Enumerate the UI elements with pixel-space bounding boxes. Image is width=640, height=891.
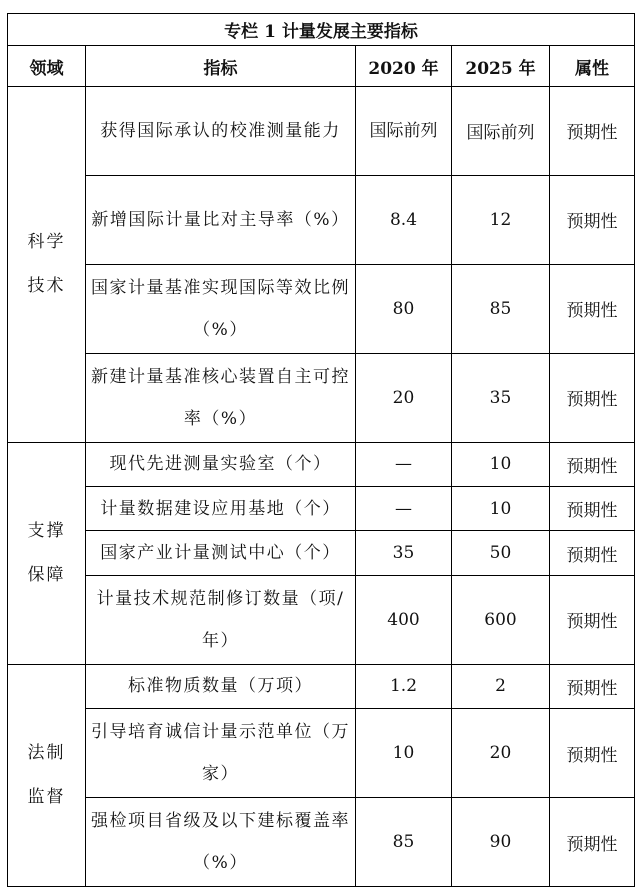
- attribute-cell: 预期性: [550, 575, 635, 664]
- indicator-cell: 计量技术规范制修订数量（项/年）: [86, 575, 356, 664]
- value-2020-cell: 20: [356, 353, 452, 442]
- table-row: [8, 664, 635, 708]
- attribute-cell: 预期性: [550, 264, 635, 353]
- value-2020-cell: 400: [356, 575, 452, 664]
- value-2025-cell: 2: [452, 664, 550, 708]
- value-2020-cell: 85: [356, 798, 452, 887]
- indicator-cell: 引导培育诚信计量示范单位（万家）: [86, 709, 356, 798]
- value-2025-cell: 国际前列: [452, 87, 550, 176]
- header-indicator: 指标: [86, 46, 356, 87]
- attribute-cell: 预期性: [550, 798, 635, 887]
- table-row: [8, 353, 635, 442]
- table-row: [8, 486, 635, 530]
- value-2025-cell: 600: [452, 575, 550, 664]
- value-2020-cell: 35: [356, 531, 452, 575]
- domain-cell-legal: [8, 664, 86, 886]
- value-2020-cell: 8.4: [356, 175, 452, 264]
- attribute-cell: 预期性: [550, 664, 635, 708]
- attribute-cell: 预期性: [550, 709, 635, 798]
- indicator-cell: 新增国际计量比对主导率（%）: [86, 175, 356, 264]
- value-2020-cell: 10: [356, 709, 452, 798]
- value-2025-cell: 12: [452, 175, 550, 264]
- value-2025-cell: 85: [452, 264, 550, 353]
- domain-label-line1: 法制: [27, 743, 66, 764]
- attribute-cell: 预期性: [550, 87, 635, 176]
- table-row: [8, 709, 635, 798]
- value-2020-cell: 80: [356, 264, 452, 353]
- indicator-cell: 国家计量基准实现国际等效比例（%）: [86, 264, 356, 353]
- caption-row: [8, 14, 635, 46]
- table-row: [8, 264, 635, 353]
- value-2020-cell: —: [356, 486, 452, 530]
- indicator-cell: 获得国际承认的校准测量能力: [86, 87, 356, 176]
- attribute-cell: 预期性: [550, 353, 635, 442]
- domain-cell-science: [8, 87, 86, 443]
- header-2025: 2025 年: [452, 46, 550, 87]
- value-2025-cell: 10: [452, 442, 550, 486]
- value-2025-cell: 35: [452, 353, 550, 442]
- value-2020-cell: —: [356, 442, 452, 486]
- attribute-cell: 预期性: [550, 175, 635, 264]
- table-row: [8, 575, 635, 664]
- value-2025-cell: 10: [452, 486, 550, 530]
- attribute-cell: 预期性: [550, 531, 635, 575]
- indicator-cell: 国家产业计量测试中心（个）: [86, 531, 356, 575]
- table-row: [8, 531, 635, 575]
- value-2025-cell: 20: [452, 709, 550, 798]
- indicators-table: [7, 13, 635, 887]
- domain-label-line2: 技术: [27, 276, 66, 297]
- attribute-cell: 预期性: [550, 486, 635, 530]
- attribute-cell: 预期性: [550, 442, 635, 486]
- indicator-cell: 标准物质数量（万项）: [86, 664, 356, 708]
- header-row: [8, 46, 635, 87]
- value-2020-cell: 国际前列: [356, 87, 452, 176]
- indicator-cell: 强检项目省级及以下建标覆盖率（%）: [86, 798, 356, 887]
- value-2020-cell: 1.2: [356, 664, 452, 708]
- value-2025-cell: 50: [452, 531, 550, 575]
- domain-label-line1: 支撑: [27, 521, 66, 542]
- table-row: [8, 442, 635, 486]
- header-domain: 领域: [8, 46, 86, 87]
- indicator-cell: 计量数据建设应用基地（个）: [86, 486, 356, 530]
- domain-cell-support: [8, 442, 86, 664]
- table-caption: 专栏 1 计量发展主要指标: [8, 14, 635, 46]
- domain-label-line1: 科学: [27, 232, 66, 253]
- indicator-cell: 新建计量基准核心装置自主可控率（%）: [86, 353, 356, 442]
- table-row: [8, 175, 635, 264]
- value-2025-cell: 90: [452, 798, 550, 887]
- table-row: [8, 87, 635, 176]
- header-attribute: 属性: [550, 46, 635, 87]
- domain-label-line2: 监督: [27, 787, 66, 808]
- header-2020: 2020 年: [356, 46, 452, 87]
- indicator-cell: 现代先进测量实验室（个）: [86, 442, 356, 486]
- domain-label-line2: 保障: [27, 565, 66, 586]
- table-row: [8, 798, 635, 887]
